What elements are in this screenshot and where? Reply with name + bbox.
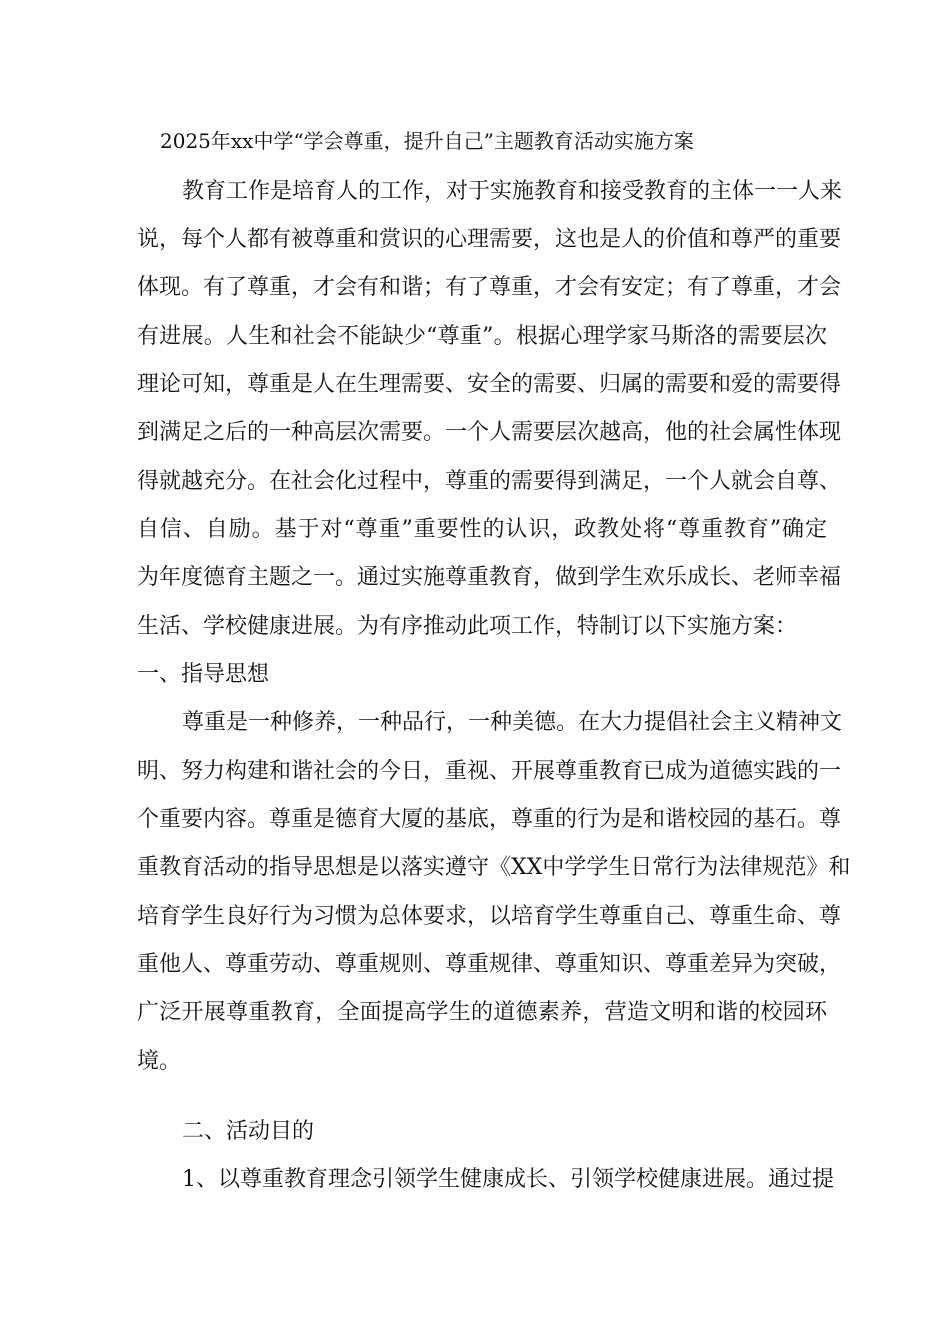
section-1-line-5: 培育学生良好行为习惯为总体要求，以培育学生尊重自己、尊重生命、尊	[137, 904, 842, 929]
intro-line-5: 理论可知，尊重是人在生理需要、安全的需要、归属的需要和爱的需要得	[137, 372, 842, 397]
section-1-line-4: 重教育活动的指导思想是以落实遵守《XX中学学生日常行为法律规范》和	[137, 855, 851, 880]
intro-line-10: 生活、学校健康进展。为有序推动此项工作，特制订以下实施方案：	[137, 614, 798, 639]
section-1-line-6: 重他人、尊重劳动、尊重规则、尊重规律、尊重知识、尊重差异为突破，	[137, 952, 842, 977]
section-1-heading: 一、指导思想	[137, 662, 270, 687]
section-2-heading: 二、活动目的	[182, 1119, 315, 1144]
document-title: 2025年xx中学“学会尊重，提升自己”主题教育活动实施方案	[160, 129, 694, 153]
section-1-line-1: 尊重是一种修养，一种品行，一种美德。在大力提倡社会主义精神文	[182, 710, 843, 735]
intro-line-3: 体现。有了尊重，才会有和谐；有了尊重，才会有安定；有了尊重，才会	[137, 275, 842, 300]
section-1-line-3: 个重要内容。尊重是德育大厦的基底，尊重的行为是和谐校园的基石。尊	[137, 807, 842, 832]
intro-line-1: 教育工作是培育人的工作，对于实施教育和接受教育的主体一一人来	[182, 179, 843, 204]
intro-line-8: 自信、自励。基于对“尊重”重要性的认识，政教处将“尊重教育”确定	[137, 517, 827, 542]
intro-line-6: 到满足之后的一种高层次需要。一个人需要层次越高，他的社会属性体现	[137, 420, 842, 445]
section-1-line-8: 境。	[137, 1049, 182, 1074]
section-1-line-2: 明、努力构建和谐社会的今日，重视、开展尊重教育已成为道德实践的一	[137, 759, 842, 784]
intro-line-7: 得就越充分。在社会化过程中，尊重的需要得到满足，一个人就会自尊、	[137, 469, 842, 494]
intro-line-2: 说，每个人都有被尊重和赏识的心理需要，这也是人的价值和尊严的重要	[137, 227, 842, 252]
section-2-line-1: 1、以尊重教育理念引领学生健康成长、引领学校健康进展。通过提	[182, 1167, 834, 1192]
intro-line-4: 有进展。人生和社会不能缺少“尊重”。根据心理学家马斯洛的需要层次	[137, 324, 827, 349]
section-1-line-7: 广泛开展尊重教育，全面提高学生的道德素养，营造文明和谐的校园环	[137, 1000, 827, 1025]
intro-line-9: 为年度德育主题之一。通过实施尊重教育，做到学生欢乐成长、老师幸福	[137, 565, 842, 590]
